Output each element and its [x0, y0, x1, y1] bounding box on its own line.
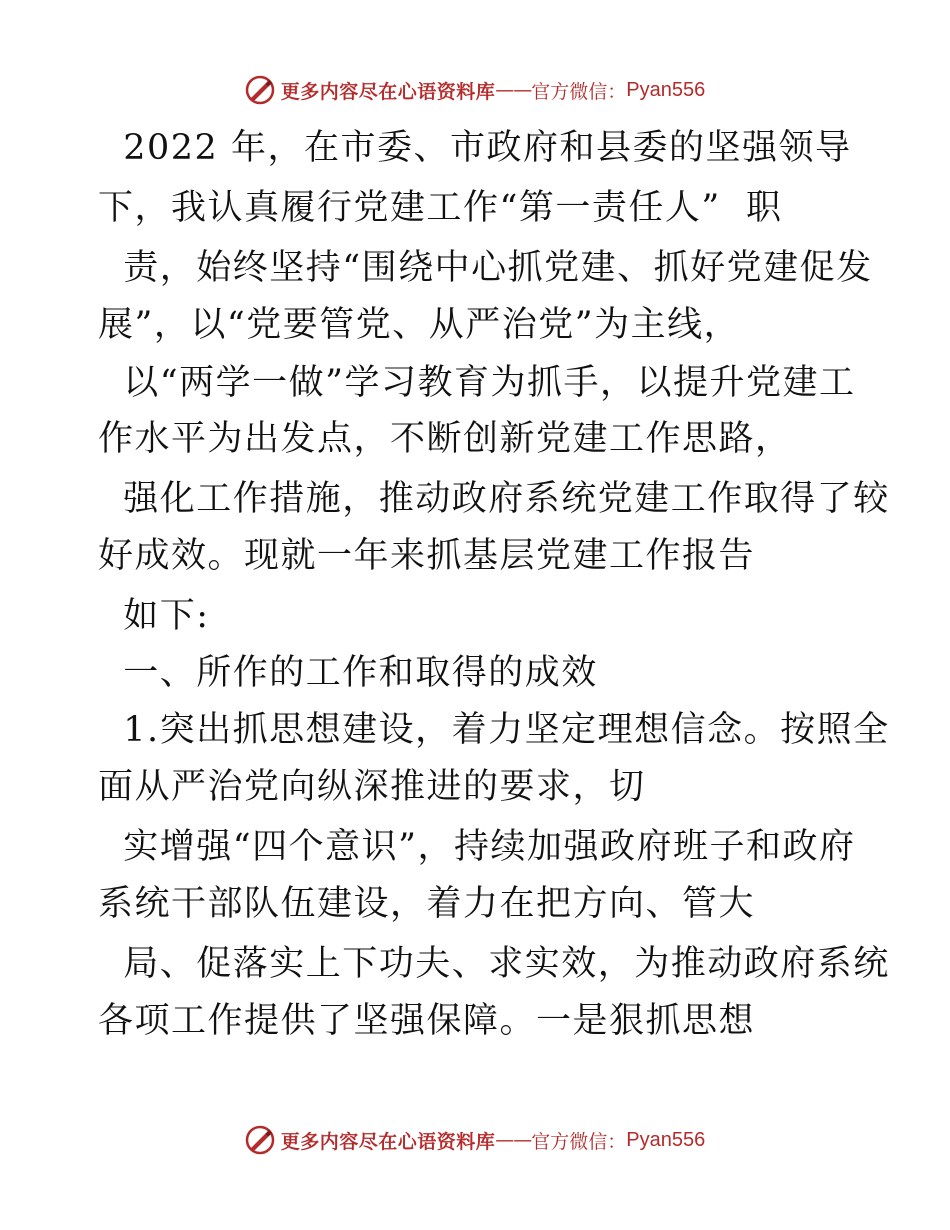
banner-wechat-id: Pyan556 — [626, 1128, 706, 1151]
body-line: 以“两学一做”学习教育为抓手，以提升党建工 — [98, 363, 856, 403]
body-line: 强化工作措施，推动政府系统党建工作取得了较 — [98, 479, 890, 519]
body-line: 实增强“四个意识”，持续加强政府班子和政府 — [98, 827, 856, 867]
banner-wechat-label: 官方微信： — [531, 1130, 627, 1153]
banner-main-text: 更多内容尽在心语资料库 — [280, 1130, 496, 1153]
body-line: 好成效。现就一年来抓基层党建工作报告 — [98, 536, 756, 576]
body-line: 责，始终坚持“围绕中心抓党建、抓好党建促发 — [98, 248, 873, 288]
body-line: 如下: — [98, 596, 210, 636]
footer-banner — [0, 1120, 950, 1160]
body-line: 1.突出抓思想建设，着力坚定理想信念。按照全 — [98, 710, 890, 750]
body-line: 展”，以“党要管党、从严治党”为主线， — [98, 305, 741, 345]
pen-logo-icon — [245, 1125, 275, 1155]
body-line: 2022 年，在市委、市政府和县委的坚强领导 — [98, 128, 852, 168]
banner-dash: —— — [495, 1129, 532, 1151]
banner-wechat-label: 官方微信： — [531, 80, 627, 103]
body-line: 各项工作提供了坚强保障。一是狠抓思想 — [98, 1001, 756, 1041]
body-line: 局、促落实上下功夫、求实效，为推动政府系统 — [98, 944, 890, 984]
banner-wechat-id: Pyan556 — [626, 78, 706, 101]
body-line: 系统干部队伍建设，着力在把方向、管大 — [98, 884, 756, 924]
banner-dash: —— — [495, 79, 532, 101]
body-line: 作水平为出发点，不断创新党建工作思路， — [98, 419, 792, 459]
body-line: 下，我认真履行党建工作“第一责任人” 职 — [98, 188, 783, 228]
section-heading: 一、所作的工作和取得的成效 — [98, 653, 598, 693]
body-line: 面从严治党向纵深推进的要求，切 — [98, 767, 646, 807]
header-banner — [0, 70, 950, 110]
banner-main-text: 更多内容尽在心语资料库 — [280, 80, 496, 103]
pen-logo-icon — [245, 75, 275, 105]
